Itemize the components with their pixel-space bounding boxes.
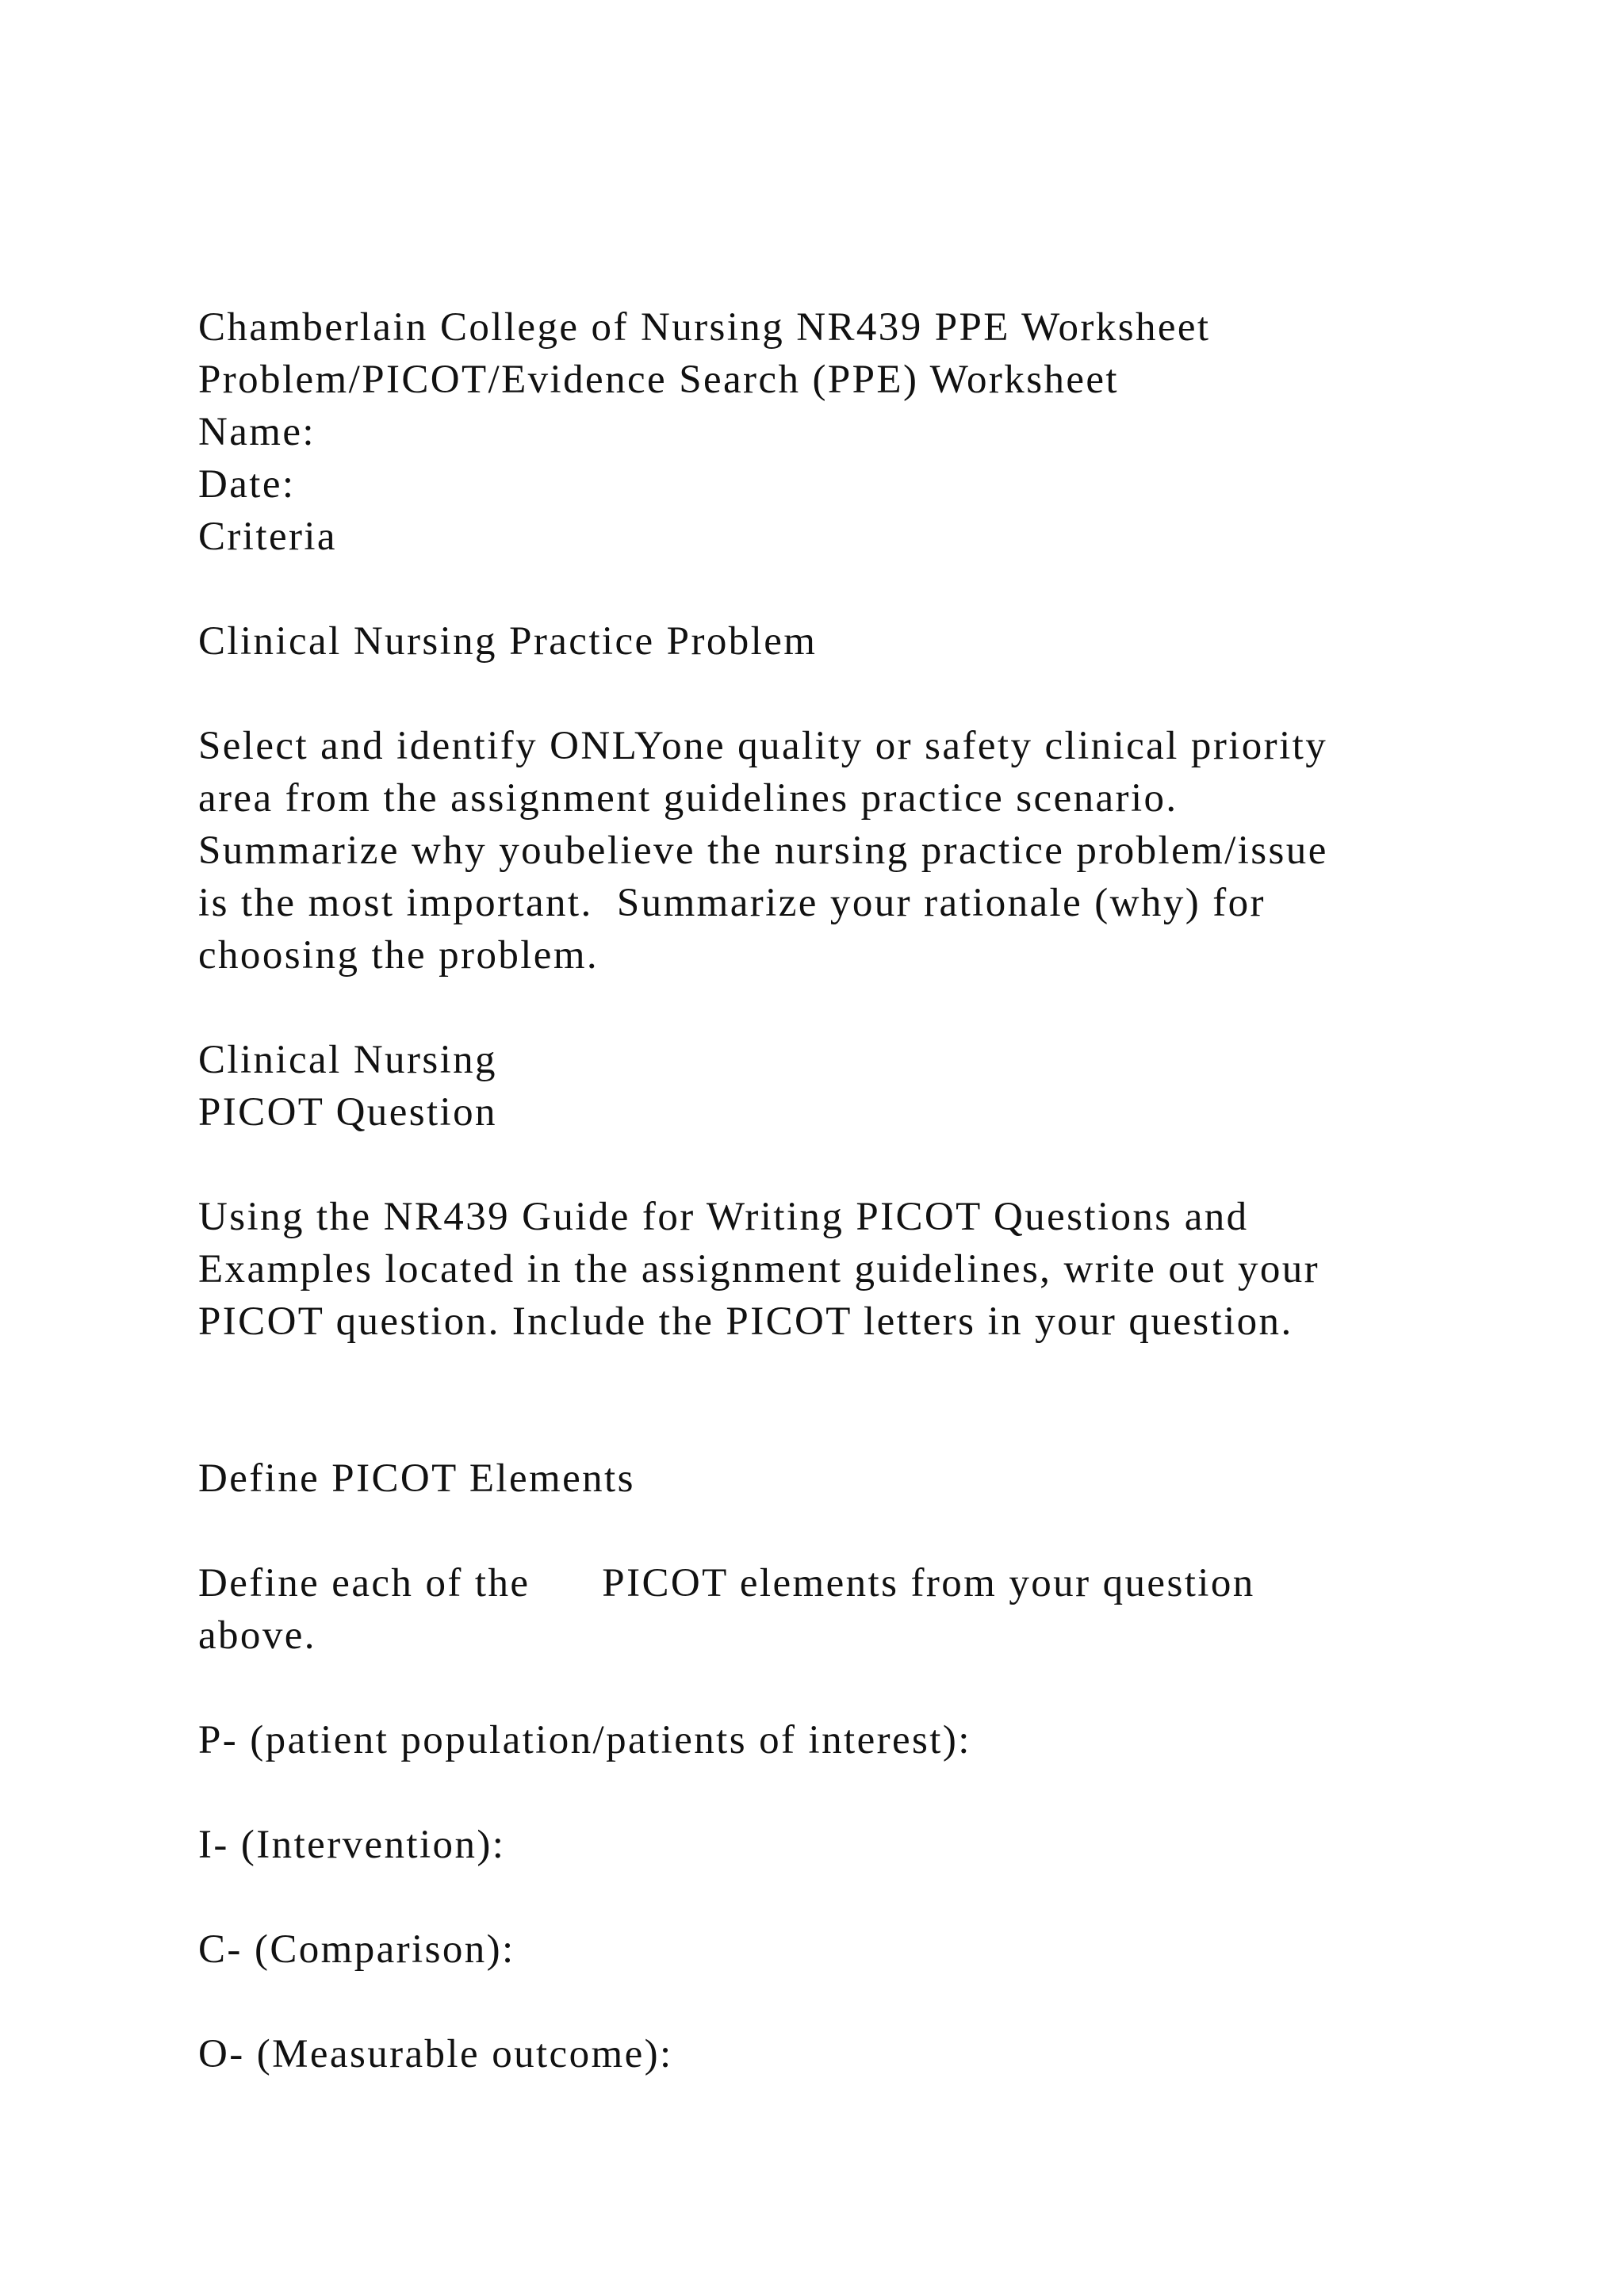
document-title-line-1: Chamberlain College of Nursing NR439 PPE Worksheet — [198, 305, 1211, 350]
picot-element-c: C- (Comparison): — [198, 1927, 515, 1972]
document-title-line-2: Problem/PICOT/Evidence Search (PPE) Worksheet — [198, 358, 1119, 402]
date-label: Date: — [198, 462, 296, 507]
picot-question-instruction-line: Using the NR439 Guide for Writing PICOT Questions and — [198, 1195, 1249, 1239]
practice-problem-instruction-line: choosing the problem. — [198, 933, 599, 978]
practice-problem-heading: Clinical Nursing Practice Problem — [198, 619, 818, 664]
picot-elements-instruction-line: above. — [198, 1613, 316, 1658]
picot-element-i: I- (Intervention): — [198, 1823, 506, 1867]
picot-question-heading-line-1: Clinical Nursing — [198, 1038, 497, 1082]
practice-problem-instruction-line: Select and identify ONLYone quality or safety clinical priority — [198, 724, 1328, 768]
picot-elements-instruction-line: Define each of the PICOT elements from your question — [198, 1561, 1255, 1605]
picot-question-instruction-line: Examples located in the assignment guidelines, write out your — [198, 1247, 1320, 1292]
picot-elements-heading: Define PICOT Elements — [198, 1456, 635, 1501]
name-label: Name: — [198, 410, 316, 454]
criteria-label: Criteria — [198, 515, 337, 559]
practice-problem-instruction-line: area from the assignment guidelines practice scenario. — [198, 776, 1178, 821]
practice-problem-instruction-line: Summarize why youbelieve the nursing practice problem/issue — [198, 828, 1328, 873]
picot-element-p: P- (patient population/patients of interest): — [198, 1718, 971, 1762]
practice-problem-instruction-line: is the most important. Summarize your rationale (why) for — [198, 881, 1266, 925]
picot-element-o: O- (Measurable outcome): — [198, 2032, 673, 2076]
picot-question-heading-line-2: PICOT Question — [198, 1090, 497, 1135]
picot-question-instruction-line: PICOT question. Include the PICOT letters in your question. — [198, 1299, 1293, 1344]
